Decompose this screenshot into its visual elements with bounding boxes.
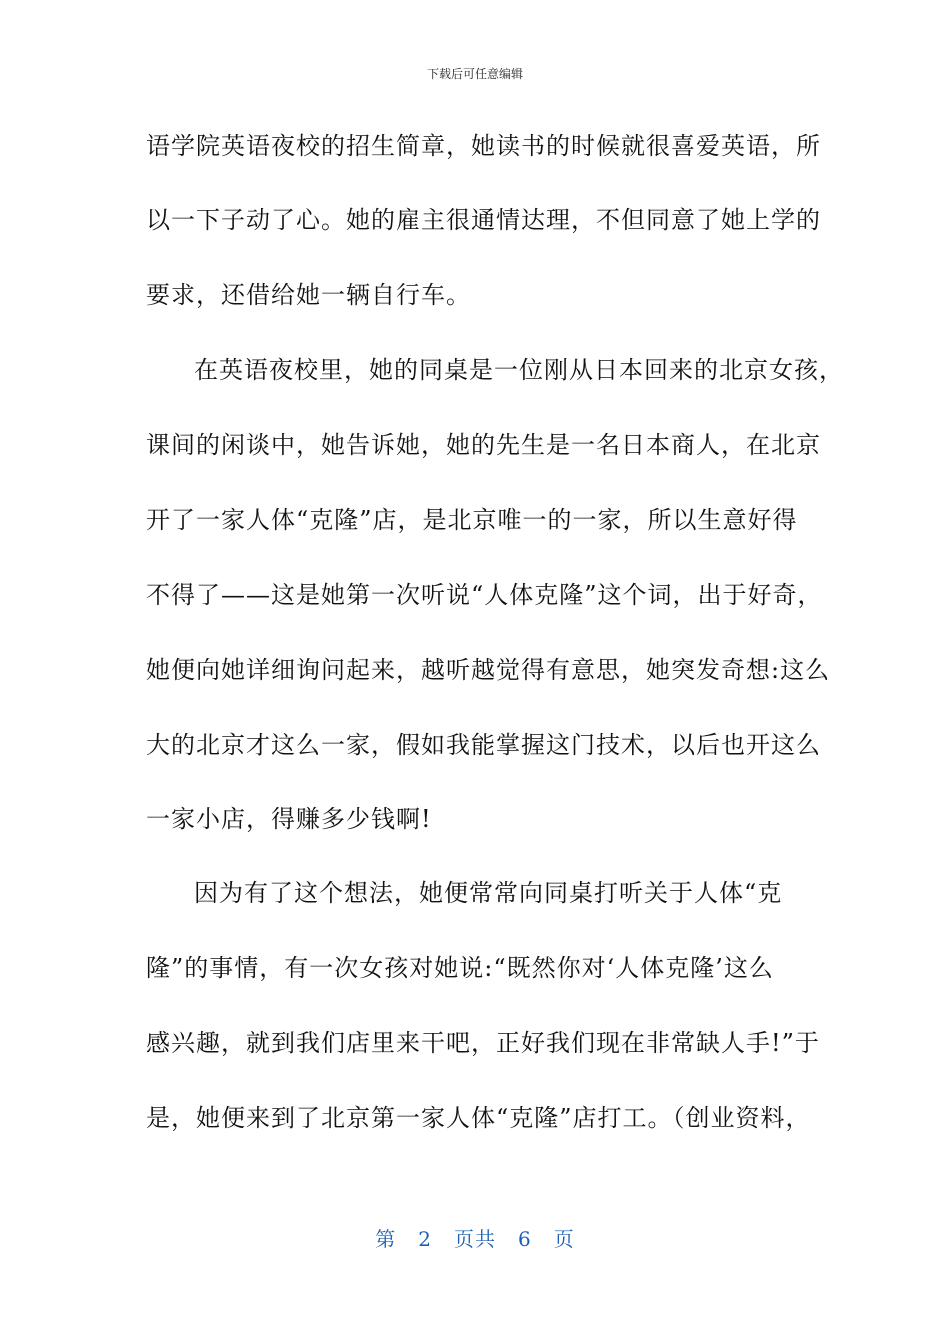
page-header: 下载后可任意编辑 [426, 67, 523, 81]
text-line: 因为有了这个想法，她便常常向同桌打听关于人体“克 [194, 879, 783, 907]
text-line: 隆”的事情，有一次女孩对她说:“既然你对‘人体克隆’这么 [146, 954, 774, 982]
page-mid: 页共 [454, 1227, 496, 1251]
page-prefix: 第 [375, 1227, 397, 1251]
text-line: 她便向她详细询问起来，越听越觉得有意思，她突发奇想:这么 [146, 656, 831, 684]
current-page-number: 2 [418, 1227, 432, 1251]
text-line: 感兴趣，就到我们店里来干吧，正好我们现在非常缺人手!”于 [146, 1029, 820, 1057]
total-pages-number: 6 [518, 1227, 532, 1251]
text-line: 不得了——这是她第一次听说“人体克隆”这个词，出于好奇， [146, 581, 823, 609]
text-line: 开了一家人体“克隆”店，是北京唯一的一家，所以生意好得 [146, 506, 798, 534]
text-line: 一家小店，得赚多少钱啊! [146, 805, 432, 833]
text-line: 语学院英语夜校的招生简章，她读书的时候就很喜爱英语，所 [146, 132, 821, 160]
text-line: 以一下子动了心。她的雇主很通情达理，不但同意了她上学的 [146, 206, 821, 234]
text-line: 是，她便来到了北京第一家人体“克隆”店打工。（创业资料， [146, 1104, 811, 1132]
text-line: 课间的闲谈中，她告诉她，她的先生是一名日本商人，在北京 [146, 431, 821, 459]
text-line: 要求，还借给她一辆自行车。 [146, 281, 471, 309]
text-line: 大的北京才这么一家，假如我能掌握这门技术，以后也开这么 [146, 731, 821, 759]
page-footer [0, 1226, 950, 1252]
page-suffix: 页 [553, 1227, 575, 1251]
text-line: 在英语夜校里，她的同桌是一位刚从日本回来的北京女孩， [194, 356, 844, 384]
